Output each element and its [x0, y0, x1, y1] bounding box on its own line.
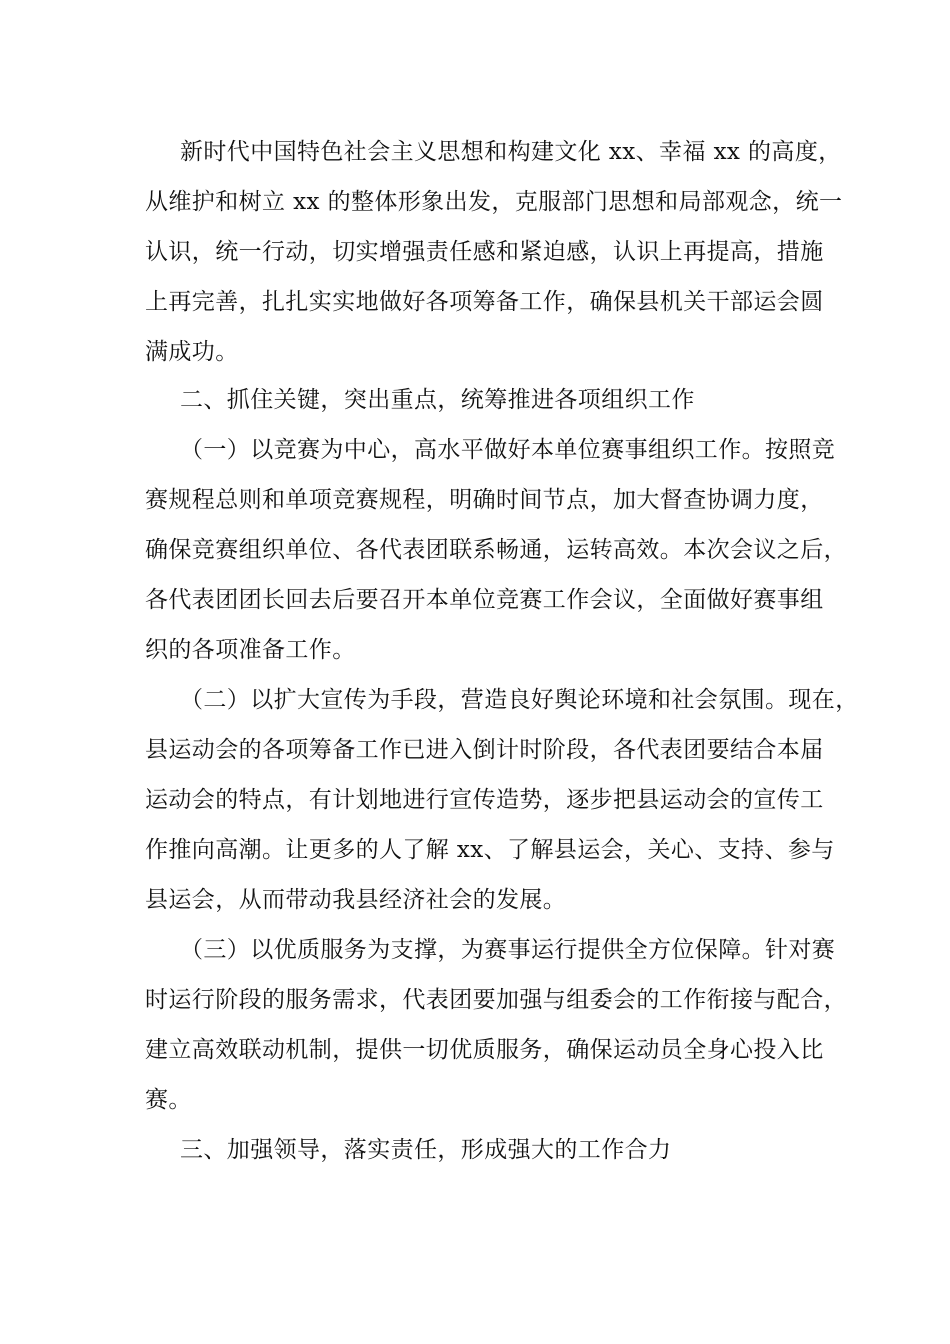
paragraph-line: 县运会，从而带动我县经济社会的发展。	[145, 887, 567, 913]
paragraph-line: 县运动会的各项筹备工作已进入倒计时阶段，各代表团要结合本届	[145, 737, 824, 763]
paragraph-line: 赛规程总则和单项竞赛规程，明确时间节点，加大督查协调力度，	[145, 487, 824, 513]
paragraph-line: 各代表团团长回去后要召开本单位竞赛工作会议，全面做好赛事组	[145, 587, 824, 613]
paragraph-line: （三）以优质服务为支撑，为赛事运行提供全方位保障。针对赛	[180, 937, 836, 963]
paragraph-line: 织的各项准备工作。	[145, 637, 356, 663]
paragraph-line: （一）以竞赛为中心，高水平做好本单位赛事组织工作。按照竞	[180, 437, 836, 463]
paragraph-line: 确保竞赛组织单位、各代表团联系畅通，运转高效。本次会议之后，	[145, 537, 847, 563]
section-heading-2: 二、抓住关键，突出重点，统筹推进各项组织工作	[180, 387, 695, 413]
section-heading-3: 三、加强领导，落实责任，形成强大的工作合力	[180, 1137, 672, 1163]
paragraph-line: 建立高效联动机制，提供一切优质服务，确保运动员全身心投入比	[145, 1037, 824, 1063]
paragraph-line: 作推向高潮。让更多的人了解 xx、了解县运会，关心、支持、参与	[145, 837, 835, 863]
paragraph-line: 满成功。	[145, 339, 239, 365]
paragraph-line: 运动会的特点，有计划地进行宣传造势，逐步把县运动会的宣传工	[145, 787, 824, 813]
paragraph-line: 新时代中国特色社会主义思想和构建文化 xx、幸福 xx 的高度，	[180, 139, 842, 165]
paragraph-line: 上再完善，扎扎实实地做好各项筹备工作，确保县机关干部运会圆	[145, 289, 824, 315]
paragraph-line: 时运行阶段的服务需求，代表团要加强与组委会的工作衔接与配合，	[145, 987, 847, 1013]
paragraph-line: 从维护和树立 xx 的整体形象出发，克服部门思想和局部观念，统一	[145, 189, 843, 215]
paragraph-line: （二）以扩大宣传为手段，营造良好舆论环境和社会氛围。现在，	[180, 687, 859, 713]
paragraph-line: 赛。	[145, 1087, 192, 1113]
paragraph-line: 认识，统一行动，切实增强责任感和紧迫感，认识上再提高，措施	[145, 239, 824, 265]
